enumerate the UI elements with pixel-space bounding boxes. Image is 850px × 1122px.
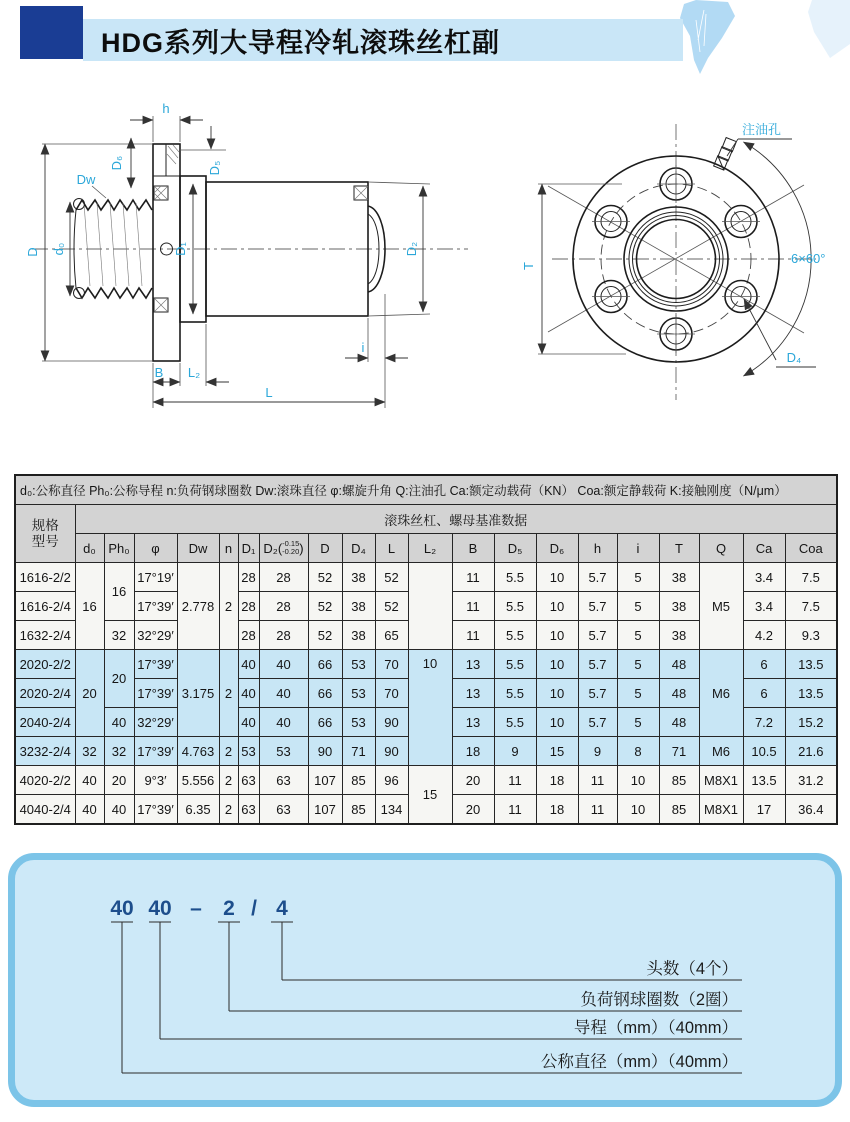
dim-label-l2: L₂ (187, 365, 201, 380)
column-header: Coa (785, 534, 837, 563)
cell: 52 (308, 563, 342, 592)
cell: 85 (342, 795, 375, 825)
cell: 9.3 (785, 621, 837, 650)
cell: 10 (536, 708, 578, 737)
cell: 17°39′ (134, 592, 177, 621)
cell: 2 (219, 737, 238, 766)
cell: 63 (238, 766, 259, 795)
cell: 3.4 (743, 563, 785, 592)
cell: 2 (219, 563, 238, 650)
cell: 20 (104, 766, 134, 795)
dim-label-d6: D₆ (109, 155, 124, 171)
cell: 53 (342, 679, 375, 708)
cell: 63 (238, 795, 259, 825)
column-header: Ph₀ (104, 534, 134, 563)
cell: 70 (375, 650, 408, 679)
cell: 5.5 (494, 708, 536, 737)
cell: 6 (743, 650, 785, 679)
cell: 16 (104, 563, 134, 621)
cell: 40 (259, 679, 308, 708)
d2-base: D₂ (263, 540, 278, 556)
cell: 7.2 (743, 708, 785, 737)
cell: 18 (536, 766, 578, 795)
cell: 7.5 (785, 592, 837, 621)
cell: 5.7 (578, 563, 617, 592)
cell: 85 (659, 766, 699, 795)
cell: 90 (308, 737, 342, 766)
cell: 5.7 (578, 708, 617, 737)
cell: 40 (259, 650, 308, 679)
table-row (15, 563, 837, 592)
cell: 52 (375, 563, 408, 592)
cell: 90 (375, 737, 408, 766)
cell: 11 (494, 766, 536, 795)
cell: 18 (536, 795, 578, 825)
cell: 28 (238, 592, 259, 621)
cell (408, 563, 452, 650)
cell: 48 (659, 650, 699, 679)
dim-label-d4: D₄ (786, 350, 802, 365)
cell: 20 (104, 650, 134, 708)
cell: 6 (743, 679, 785, 708)
cell: 11 (494, 795, 536, 825)
dim-label-t: T (521, 262, 536, 270)
cell: 85 (659, 795, 699, 825)
cell: 2 (219, 766, 238, 795)
cell: 52 (308, 621, 342, 650)
cell: 3.175 (177, 650, 219, 737)
cell: 20 (452, 766, 494, 795)
cell: 20 (452, 795, 494, 825)
cell: 3.4 (743, 592, 785, 621)
spec-header-line2: 型号 (31, 533, 59, 549)
cell: 10 (536, 592, 578, 621)
d2-tol-bottom: -0.20 (282, 547, 300, 556)
cell: 63 (259, 766, 308, 795)
cell: 70 (375, 679, 408, 708)
dimension-lines (42, 116, 430, 408)
code-part-dash: – (190, 897, 202, 920)
cell: 38 (342, 563, 375, 592)
cell: 9 (494, 737, 536, 766)
cell: 5.7 (578, 621, 617, 650)
cell: 38 (659, 563, 699, 592)
cell: 7.5 (785, 563, 837, 592)
cell: 15 (408, 766, 452, 825)
cell: 40 (75, 766, 104, 795)
cell: 134 (375, 795, 408, 825)
cell: 5.5 (494, 563, 536, 592)
cell: 52 (375, 592, 408, 621)
cell: 40 (104, 795, 134, 825)
cell: M8X1 (699, 795, 743, 825)
code-part-diameter: 40 (110, 897, 134, 920)
cell: 11 (578, 766, 617, 795)
dim-label-d: D (25, 247, 40, 257)
cell: 13 (452, 679, 494, 708)
column-header: Q (699, 534, 743, 563)
dim-label-b: B (154, 365, 164, 380)
cell: 1616-2/2 (15, 563, 75, 592)
cell: 32 (104, 621, 134, 650)
cell: 40 (238, 679, 259, 708)
code-label-starts: 头数（4个） (646, 960, 738, 978)
cell: 18 (452, 737, 494, 766)
cell: 66 (308, 679, 342, 708)
cell: 10 (536, 621, 578, 650)
cell: 10 (536, 679, 578, 708)
cell: 2 (219, 650, 238, 737)
cell: 32°29′ (134, 708, 177, 737)
column-header: D (308, 534, 342, 563)
cell: 17°39′ (134, 679, 177, 708)
cell: 40 (259, 708, 308, 737)
column-header-spec (15, 505, 75, 563)
cell: 13 (452, 708, 494, 737)
column-header-d2 (259, 534, 308, 563)
cell: 38 (659, 592, 699, 621)
cell: 17°39′ (134, 737, 177, 766)
cell: 2040-2/4 (15, 708, 75, 737)
side-view-drawing (18, 86, 480, 420)
cell: 2.778 (177, 563, 219, 650)
column-header: L₂ (408, 534, 452, 563)
cell: 65 (375, 621, 408, 650)
cell: 5 (617, 708, 659, 737)
cell: M6 (699, 650, 743, 737)
cell: M8X1 (699, 766, 743, 795)
cell: 53 (342, 708, 375, 737)
table-row (15, 650, 837, 679)
cell: 8 (617, 737, 659, 766)
dim-label-d2: D₂ (404, 241, 419, 257)
dim-label-l: L (265, 385, 273, 400)
dim-label-d5: D₅ (207, 160, 222, 176)
cell: 10 (617, 766, 659, 795)
cell: 66 (308, 650, 342, 679)
column-header: D₄ (342, 534, 375, 563)
map-south-america (680, 0, 735, 74)
cell: 31.2 (785, 766, 837, 795)
cell: 10 (536, 650, 578, 679)
dim-label-h: h (162, 101, 170, 116)
cell: 5 (617, 592, 659, 621)
code-part-starts: 4 (276, 897, 288, 920)
cell: 107 (308, 766, 342, 795)
dim-label-dw: Dw (76, 172, 96, 187)
cell: 66 (308, 708, 342, 737)
cell: 36.4 (785, 795, 837, 825)
dim-label-d1: D₁ (173, 242, 188, 256)
cell: 5.7 (578, 592, 617, 621)
cell: 5.5 (494, 592, 536, 621)
cell: 11 (452, 563, 494, 592)
code-label-lead: 导程（mm）（40mm） (573, 1019, 738, 1037)
cell: 17°39′ (134, 795, 177, 825)
column-header: φ (134, 534, 177, 563)
column-header: h (578, 534, 617, 563)
cell: 5.556 (177, 766, 219, 795)
cell: 52 (308, 592, 342, 621)
cell: 85 (342, 766, 375, 795)
cell: 5.7 (578, 650, 617, 679)
cell: 32°29′ (134, 621, 177, 650)
column-header: d₀ (75, 534, 104, 563)
cell: 53 (342, 650, 375, 679)
table-legend-row (15, 475, 837, 505)
oil-label-leader (727, 139, 738, 156)
cell: 13.5 (785, 679, 837, 708)
d2-tol-top: -0.15 (282, 539, 300, 548)
column-header: i (617, 534, 659, 563)
code-label-diameter: 公称直径（mm）（40mm） (540, 1053, 738, 1071)
cell: 32 (75, 737, 104, 766)
code-part-slash: / (251, 897, 257, 920)
column-header: D₅ (494, 534, 536, 563)
dim-label-d0: d₀ (51, 242, 66, 256)
cell: 17°19′ (134, 563, 177, 592)
cell: 1632-2/4 (15, 621, 75, 650)
cell: 48 (659, 679, 699, 708)
cell: 40 (238, 650, 259, 679)
legend-text: d₀:公称直径 Ph₀:公称导程 n:负荷钢球圈数 Dw:滚珠直径 φ:螺旋升角 Q:注油孔 Ca:额定动载荷（KN） Coa:额定静载荷 K:接触刚度（N/μm） (15, 475, 837, 505)
code-label-circuits: 负荷钢球圈数（2圈） (580, 991, 738, 1009)
column-header: L (375, 534, 408, 563)
cell: 5 (617, 621, 659, 650)
cell: 10.5 (743, 737, 785, 766)
cell: 2 (219, 795, 238, 825)
cell: 40 (75, 795, 104, 825)
column-header: T (659, 534, 699, 563)
screw-thread (74, 199, 153, 299)
cell: 107 (308, 795, 342, 825)
cell: 40 (104, 708, 134, 737)
column-header: Dw (177, 534, 219, 563)
column-header: B (452, 534, 494, 563)
cell: 71 (659, 737, 699, 766)
cell: 21.6 (785, 737, 837, 766)
table-row (15, 766, 837, 795)
cell: 9 (578, 737, 617, 766)
cell: 10 (408, 650, 452, 766)
column-header: Ca (743, 534, 785, 563)
cell: 96 (375, 766, 408, 795)
group-header: 滚珠丝杠、螺母基准数据 (75, 505, 837, 534)
cell: 10 (617, 795, 659, 825)
page-title: HDG系列大导程冷轧滚珠丝杠副 (101, 27, 500, 58)
cell: 28 (259, 621, 308, 650)
cell: 2020-2/4 (15, 679, 75, 708)
map-africa (808, 0, 850, 58)
angle-label: 6×60° (791, 251, 826, 266)
cell: 40 (238, 708, 259, 737)
cell: 6.35 (177, 795, 219, 825)
cell: 9°3′ (134, 766, 177, 795)
cell: 38 (659, 621, 699, 650)
cell: 38 (342, 592, 375, 621)
cell: 38 (342, 621, 375, 650)
cell: 13 (452, 650, 494, 679)
cell: 13.5 (785, 650, 837, 679)
table-header-row (15, 505, 837, 534)
oil-hole-label: 注油孔 (742, 122, 782, 137)
cell: 71 (342, 737, 375, 766)
cell: 48 (659, 708, 699, 737)
spec-header-line1: 规格 (31, 517, 59, 533)
cell: M5 (699, 563, 743, 650)
cell: M6 (699, 737, 743, 766)
cell: 63 (259, 795, 308, 825)
cell: 16 (75, 563, 104, 650)
cell: 17 (743, 795, 785, 825)
cell: 32 (104, 737, 134, 766)
cell: 11 (578, 795, 617, 825)
column-header: n (219, 534, 238, 563)
cell: 5.5 (494, 621, 536, 650)
code-part-circuits: 2 (223, 897, 235, 920)
front-view-drawing (494, 106, 848, 420)
cell: 3232-2/4 (15, 737, 75, 766)
table-header-row (15, 534, 837, 563)
cell: 10 (536, 563, 578, 592)
d2-paren: ( (277, 540, 283, 556)
column-header: D₁ (238, 534, 259, 563)
cell: 53 (238, 737, 259, 766)
cell: 15 (536, 737, 578, 766)
cell: 2020-2/2 (15, 650, 75, 679)
code-part-lead: 40 (148, 897, 172, 920)
cell: 5 (617, 679, 659, 708)
cell: 28 (259, 592, 308, 621)
title-banner (83, 19, 683, 61)
cell: 4.763 (177, 737, 219, 766)
cell: 5 (617, 650, 659, 679)
column-header: D₆ (536, 534, 578, 563)
cell: 28 (259, 563, 308, 592)
cell: 5.5 (494, 650, 536, 679)
cell: 1616-2/4 (15, 592, 75, 621)
banner-accent-square (20, 6, 83, 59)
cell: 4020-2/2 (15, 766, 75, 795)
d2-paren: ) (299, 540, 304, 556)
cell: 17°39′ (134, 650, 177, 679)
cell: 13.5 (743, 766, 785, 795)
cell: 28 (238, 621, 259, 650)
cell: 5.5 (494, 679, 536, 708)
cell: 5 (617, 563, 659, 592)
cell: 15.2 (785, 708, 837, 737)
spec-table (14, 474, 838, 825)
cell: 11 (452, 621, 494, 650)
cell: 4040-2/4 (15, 795, 75, 825)
model-code-box (8, 853, 842, 1107)
cell: 20 (75, 650, 104, 737)
model-code-diagram (15, 860, 835, 1100)
cell: 90 (375, 708, 408, 737)
cell: 4.2 (743, 621, 785, 650)
cell: 53 (259, 737, 308, 766)
cell: 11 (452, 592, 494, 621)
cell: 5.7 (578, 679, 617, 708)
cell: 28 (238, 563, 259, 592)
dim-label-i: i (361, 340, 365, 355)
